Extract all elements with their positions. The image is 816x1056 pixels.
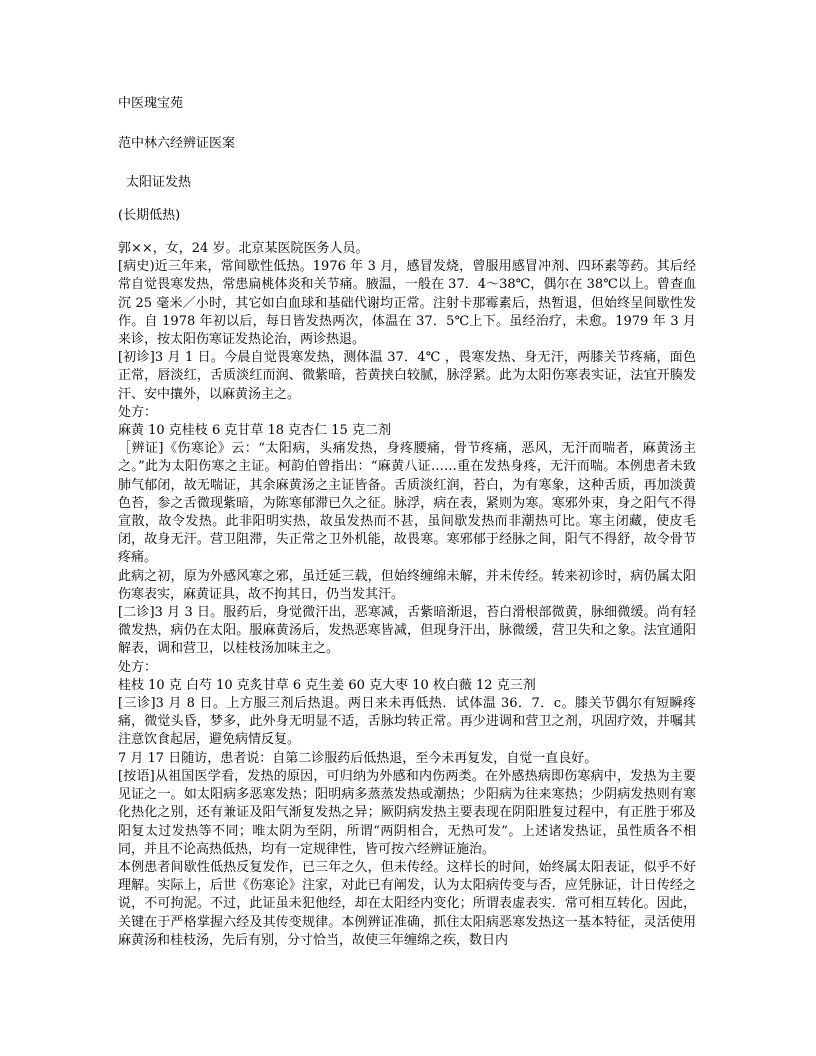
commentary-paragraph: [按语]从祖国医学看，发热的原因，可归纳为外感和内伤两类。在外感热病即伤寒病中，发热为主要见证之一。如太阳病多恶寒发热；阳明病多蒸蒸发热或潮热；少阳病为往来寒热；少阴病发热则有寒化热化之别，还有兼证及阳气渐复发热之异；厥阴病发热主要表现在阴阳胜复过程中，有正胜于邪及阳复太过发热等不同；唯太阴为至阴，所谓“两阴相合，无热可发”。上述诸发热证，虽性质各不相同，并且不论高热低热，均有一定规律性，皆可按六经辨证施治。 — [118, 768, 696, 857]
analysis-paragraph: 此病之初，原为外感风寒之邪，虽迁延三载，但始终缠绵未解，并未传经。转来初诊时，病仍属太阳伤寒表实，麻黄证具，故不拘其日，仍当发其汗。 — [118, 568, 696, 602]
third-visit-paragraph: [三诊]3 月 8 日。上方服三剂后热退。两日来未再低热．试体温 36．7．c。膝关节偶尔有短瞬疼痛，微觉头昏，梦多，此外身无明显不适，舌脉均转正常。再少进调和营卫之剂，巩固疗效，并嘱其注意饮食起居，避免病情反复。 — [118, 696, 696, 748]
conclusion-paragraph: 本例患者间歇性低热反复发作，已三年之久，但未传经。这样长的时间，始终属太阳表证，似乎不好理解。实际上，后世《伤寒论》注家，对此已有阐发，认为太阳病传变与否，应凭脉证，计日传经之说，不可拘泥。不过，此证虽未犯他经，却在太阳经内变化；所谓表虚表实．常可相互转化。因此，关键在于严格掌握六经及其传变规律。本例辨证准确，抓住太阳病恶寒发热这一基本特征，灵活使用麻黄汤和桂枝汤，先后有别，分寸恰当，故使三年缠绵之疾，数日内 — [118, 859, 696, 948]
prescription-1: 麻黄 10 克桂枝 6 克甘草 18 克杏仁 15 克二剂 — [118, 423, 391, 439]
history-paragraph: [病史)近三年来，常间歇性低热。1976 年 3 月，感冒发烧，曾服用感冒冲剂、四环素等药。其后经常自觉畏寒发热，常患扁桃体炎和关节痛。腋温，一般在 37．4～38℃，偶尔在 38℃以上。曾查血沉 25 毫米／小时，其它如白血球和基础代谢均正常。注射卡那霉素后，热暂退，但始终呈间歇性发作。自 1978 年初以后，每日皆发热两次，体温在 37．5℃上下。虽经治疗，未愈。1979 年 3 月来诊，按太阳伤寒证发热论治，两诊热退。 — [118, 259, 696, 348]
patient-info: 郭××，女，24 岁。北京某医院医务人员。 — [118, 241, 369, 256]
prescription-label-2: 处方： — [118, 659, 158, 675]
site-title: 中医瑰宝苑 — [118, 96, 184, 111]
prescription-label: 处方： — [118, 404, 158, 420]
follow-up-paragraph: 7 月 17 日随访，患者说：自第二诊服药后低热退，至今未再复发，自觉一直良好。 — [118, 750, 598, 766]
book-title: 范中林六经辨证医案 — [118, 136, 236, 151]
first-visit-paragraph: [初诊]3 月 1 日。今晨自觉畏寒发热，测体温 37．4℃ ，畏寒发热、身无汗，两膝关节疼痛，面色正常，唇淡红，舌质淡红而润、微紫暗，苔黄挟白较腻，脉浮紧。此为太阳伤寒表实证，法宜开腠发汗、安中攘外，以麻黄汤主之。 — [118, 350, 696, 402]
subsection-title: (长期低热) — [118, 208, 181, 223]
case-body — [118, 240, 696, 950]
prescription-2: 桂枝 10 克 白芍 10 克炙甘草 6 克生姜 60 克大枣 10 枚白薇 12 克三剂 — [118, 677, 536, 693]
differentiation-paragraph: ［辨证]《伤寒论》云：“太阳病，头痛发热，身疼腰痛，骨节疼痛，恶风，无汗而喘者，麻黄汤主之。”此为太阳伤寒之主证。柯韵伯曾指出：“麻黄八证……重在发热身疼，无汗而喘。本例患者未致肺气郁闭，故无喘证，其余麻黄汤之主证皆备。舌质淡红润，苔白，为有寒象，这种舌质，再加淡黄色苔，参之舌微现紫暗，为陈寒郁滞已久之征。脉浮，病在表，紧则为寒。寒邪外束，身之阳气不得宣散，故令发热。此非阳明实热，故虽发热而不甚，虽间歇发热而非潮热可比。寒主闭藏，使皮毛闭，故身无汗。营卫阻滞，失正常之卫外机能，故畏寒。寒邪郁于经脉之间，阳气不得舒，故令骨节疼痛。 — [118, 441, 696, 566]
second-visit-paragraph: [二诊]3 月 3 日。服药后，身觉微汗出，恶寒减，舌紫暗渐退，苔白滑根部微黄，脉细微缓。尚有轻微发热，病仍在太阳。服麻黄汤后，发热恶寒皆减，但现身汗出，脉微缓，营卫失和之象。法宜通阳解表，调和营卫，以桂枝汤加味主之。 — [118, 605, 696, 657]
section-title: 太阳证发热 — [126, 175, 192, 190]
